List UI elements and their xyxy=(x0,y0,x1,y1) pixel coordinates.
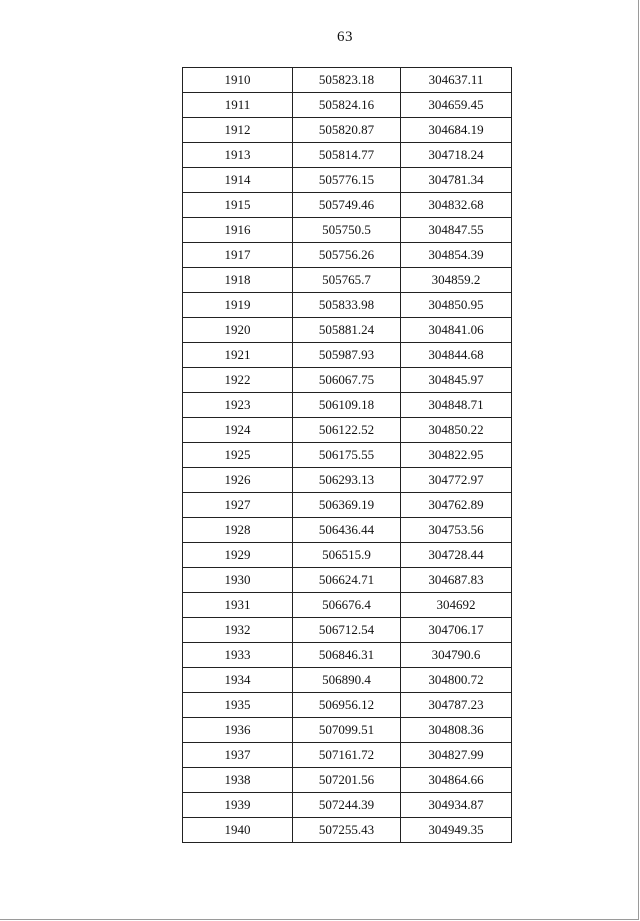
y-coordinate-cell: 304637.11 xyxy=(401,68,512,93)
point-number-cell: 1911 xyxy=(183,93,293,118)
table-row xyxy=(183,668,512,693)
point-number-cell: 1932 xyxy=(183,618,293,643)
x-coordinate-cell: 506109.18 xyxy=(293,393,401,418)
table-row xyxy=(183,93,512,118)
x-coordinate-cell: 506067.75 xyxy=(293,368,401,393)
x-coordinate-cell: 505749.46 xyxy=(293,193,401,218)
y-coordinate-cell: 304728.44 xyxy=(401,543,512,568)
x-coordinate-cell: 505823.18 xyxy=(293,68,401,93)
y-coordinate-cell: 304808.36 xyxy=(401,718,512,743)
point-number-cell: 1921 xyxy=(183,343,293,368)
table-row xyxy=(183,368,512,393)
x-coordinate-cell: 506122.52 xyxy=(293,418,401,443)
table-row xyxy=(183,743,512,768)
table-row xyxy=(183,568,512,593)
table-row xyxy=(183,343,512,368)
table-row xyxy=(183,243,512,268)
y-coordinate-cell: 304718.24 xyxy=(401,143,512,168)
x-coordinate-cell: 507201.56 xyxy=(293,768,401,793)
point-number-cell: 1919 xyxy=(183,293,293,318)
point-number-cell: 1918 xyxy=(183,268,293,293)
y-coordinate-cell: 304684.19 xyxy=(401,118,512,143)
point-number-cell: 1931 xyxy=(183,593,293,618)
y-coordinate-cell: 304787.23 xyxy=(401,693,512,718)
y-coordinate-cell: 304827.99 xyxy=(401,743,512,768)
x-coordinate-cell: 505881.24 xyxy=(293,318,401,343)
table-row xyxy=(183,143,512,168)
y-coordinate-cell: 304822.95 xyxy=(401,443,512,468)
x-coordinate-cell: 507244.39 xyxy=(293,793,401,818)
table-row xyxy=(183,543,512,568)
y-coordinate-cell: 304854.39 xyxy=(401,243,512,268)
table-row xyxy=(183,468,512,493)
table-row xyxy=(183,593,512,618)
x-coordinate-cell: 506293.13 xyxy=(293,468,401,493)
table-body xyxy=(183,68,512,843)
point-number-cell: 1912 xyxy=(183,118,293,143)
x-coordinate-cell: 506369.19 xyxy=(293,493,401,518)
y-coordinate-cell: 304781.34 xyxy=(401,168,512,193)
table-row xyxy=(183,768,512,793)
table-row xyxy=(183,643,512,668)
point-number-cell: 1935 xyxy=(183,693,293,718)
y-coordinate-cell: 304772.97 xyxy=(401,468,512,493)
page-number: 63 xyxy=(337,29,353,45)
y-coordinate-cell: 304850.22 xyxy=(401,418,512,443)
table-row xyxy=(183,818,512,843)
x-coordinate-cell: 506515.9 xyxy=(293,543,401,568)
x-coordinate-cell: 506890.4 xyxy=(293,668,401,693)
table-row xyxy=(183,68,512,93)
table-row xyxy=(183,443,512,468)
point-number-cell: 1916 xyxy=(183,218,293,243)
y-coordinate-cell: 304841.06 xyxy=(401,318,512,343)
point-number-cell: 1923 xyxy=(183,393,293,418)
y-coordinate-cell: 304847.55 xyxy=(401,218,512,243)
point-number-cell: 1917 xyxy=(183,243,293,268)
point-number-cell: 1927 xyxy=(183,493,293,518)
point-number-cell: 1928 xyxy=(183,518,293,543)
point-number-cell: 1933 xyxy=(183,643,293,668)
point-number-cell: 1920 xyxy=(183,318,293,343)
table-row xyxy=(183,268,512,293)
y-coordinate-cell: 304844.68 xyxy=(401,343,512,368)
table-row xyxy=(183,393,512,418)
point-number-cell: 1936 xyxy=(183,718,293,743)
y-coordinate-cell: 304848.71 xyxy=(401,393,512,418)
y-coordinate-cell: 304687.83 xyxy=(401,568,512,593)
x-coordinate-cell: 507099.51 xyxy=(293,718,401,743)
x-coordinate-cell: 507255.43 xyxy=(293,818,401,843)
table-row xyxy=(183,693,512,718)
y-coordinate-cell: 304659.45 xyxy=(401,93,512,118)
x-coordinate-cell: 505750.5 xyxy=(293,218,401,243)
point-number-cell: 1929 xyxy=(183,543,293,568)
x-coordinate-cell: 505987.93 xyxy=(293,343,401,368)
y-coordinate-cell: 304706.17 xyxy=(401,618,512,643)
y-coordinate-cell: 304949.35 xyxy=(401,818,512,843)
table-row xyxy=(183,518,512,543)
x-coordinate-cell: 507161.72 xyxy=(293,743,401,768)
x-coordinate-cell: 506712.54 xyxy=(293,618,401,643)
y-coordinate-cell: 304845.97 xyxy=(401,368,512,393)
point-number-cell: 1938 xyxy=(183,768,293,793)
x-coordinate-cell: 505814.77 xyxy=(293,143,401,168)
x-coordinate-cell: 505776.15 xyxy=(293,168,401,193)
table-row xyxy=(183,318,512,343)
table-row xyxy=(183,718,512,743)
point-number-cell: 1914 xyxy=(183,168,293,193)
point-number-cell: 1913 xyxy=(183,143,293,168)
point-number-cell: 1915 xyxy=(183,193,293,218)
y-coordinate-cell: 304753.56 xyxy=(401,518,512,543)
point-number-cell: 1924 xyxy=(183,418,293,443)
table-row xyxy=(183,493,512,518)
table-row xyxy=(183,193,512,218)
coordinate-table xyxy=(182,67,512,843)
y-coordinate-cell: 304692 xyxy=(401,593,512,618)
y-coordinate-cell: 304859.2 xyxy=(401,268,512,293)
x-coordinate-cell: 506436.44 xyxy=(293,518,401,543)
point-number-cell: 1926 xyxy=(183,468,293,493)
point-number-cell: 1934 xyxy=(183,668,293,693)
point-number-cell: 1937 xyxy=(183,743,293,768)
table-row xyxy=(183,418,512,443)
point-number-cell: 1939 xyxy=(183,793,293,818)
point-number-cell: 1940 xyxy=(183,818,293,843)
table-row xyxy=(183,168,512,193)
point-number-cell: 1910 xyxy=(183,68,293,93)
y-coordinate-cell: 304832.68 xyxy=(401,193,512,218)
x-coordinate-cell: 506846.31 xyxy=(293,643,401,668)
x-coordinate-cell: 506956.12 xyxy=(293,693,401,718)
x-coordinate-cell: 505824.16 xyxy=(293,93,401,118)
y-coordinate-cell: 304934.87 xyxy=(401,793,512,818)
x-coordinate-cell: 505820.87 xyxy=(293,118,401,143)
x-coordinate-cell: 505756.26 xyxy=(293,243,401,268)
y-coordinate-cell: 304790.6 xyxy=(401,643,512,668)
table-row xyxy=(183,793,512,818)
y-coordinate-cell: 304850.95 xyxy=(401,293,512,318)
point-number-cell: 1925 xyxy=(183,443,293,468)
x-coordinate-cell: 505765.7 xyxy=(293,268,401,293)
x-coordinate-cell: 506676.4 xyxy=(293,593,401,618)
y-coordinate-cell: 304864.66 xyxy=(401,768,512,793)
y-coordinate-cell: 304762.89 xyxy=(401,493,512,518)
table-row xyxy=(183,293,512,318)
x-coordinate-cell: 506624.71 xyxy=(293,568,401,593)
point-number-cell: 1930 xyxy=(183,568,293,593)
table-row xyxy=(183,618,512,643)
table-row xyxy=(183,218,512,243)
table-row xyxy=(183,118,512,143)
x-coordinate-cell: 506175.55 xyxy=(293,443,401,468)
point-number-cell: 1922 xyxy=(183,368,293,393)
x-coordinate-cell: 505833.98 xyxy=(293,293,401,318)
y-coordinate-cell: 304800.72 xyxy=(401,668,512,693)
